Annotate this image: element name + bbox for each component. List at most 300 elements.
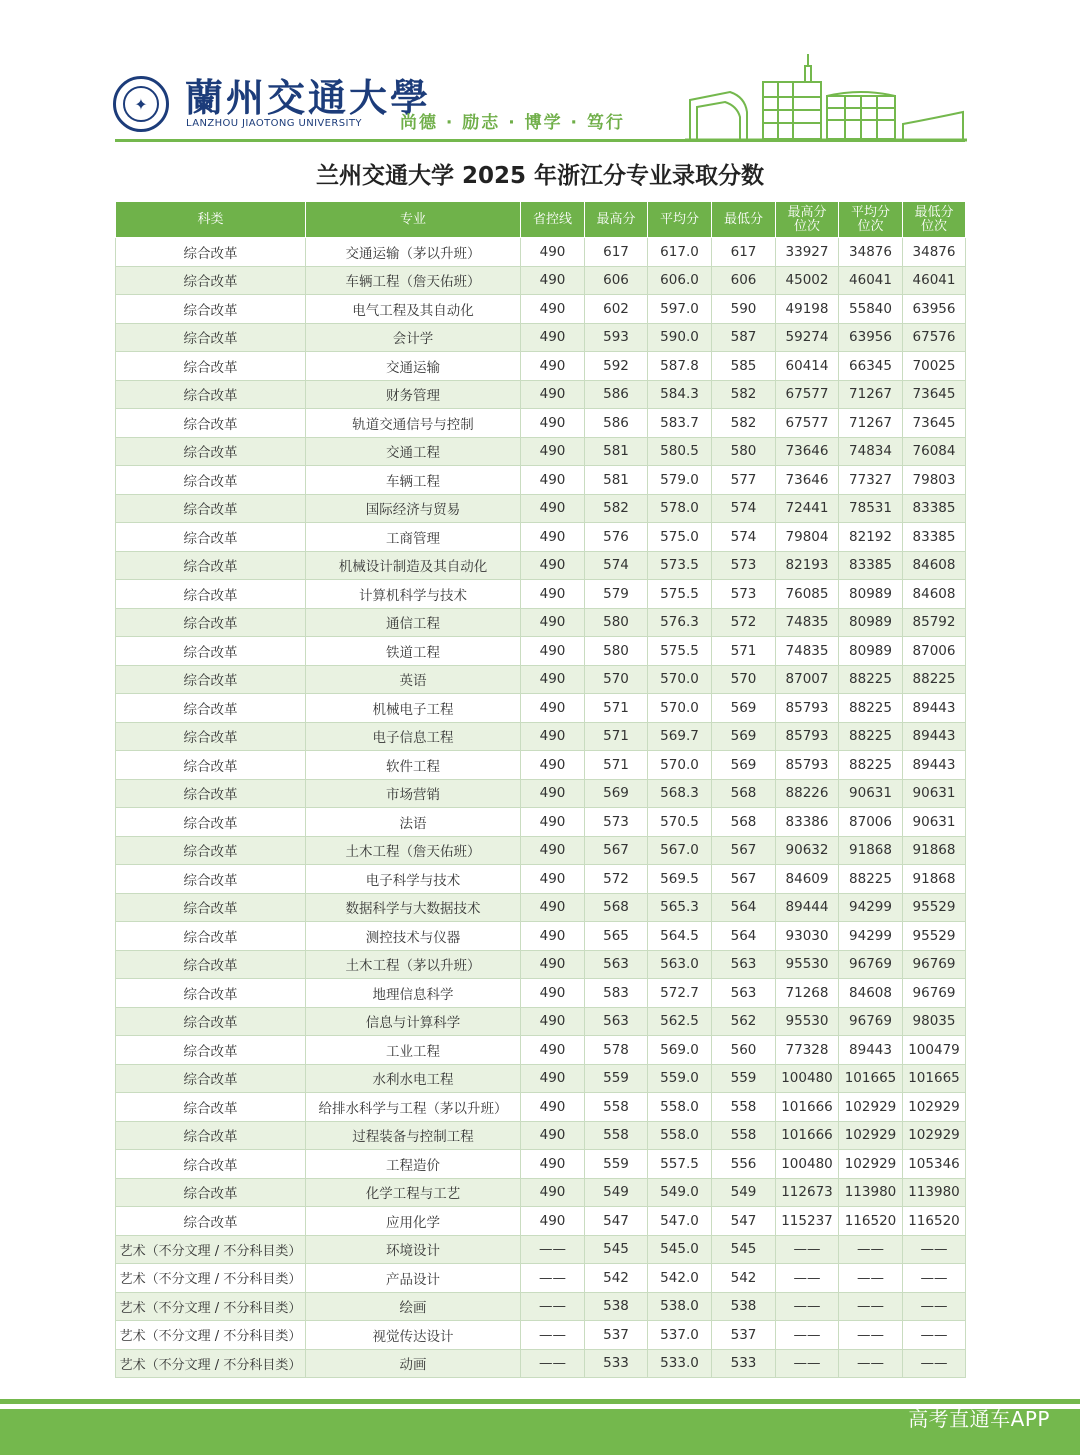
table-cell: 机械电子工程 [306,694,521,723]
table-cell: 563 [585,1007,648,1036]
table-cell: 557.5 [648,1150,712,1179]
table-cell: 综合改革 [116,637,306,666]
table-row [116,295,966,324]
table-cell: 490 [521,665,585,694]
table-cell: 绘画 [306,1292,521,1321]
table-row [116,1264,966,1293]
table-cell: 水利水电工程 [306,1064,521,1093]
table-cell: 66345 [839,352,903,381]
table-cell: 569.0 [648,1036,712,1065]
table-cell: 574 [712,523,776,552]
table-cell: 73646 [776,437,839,466]
table-cell: 59274 [776,323,839,352]
table-row [116,352,966,381]
table-cell: —— [776,1292,839,1321]
table-cell: 569 [712,751,776,780]
table-row [116,665,966,694]
table-cell: 113980 [839,1178,903,1207]
table-cell: 580 [712,437,776,466]
table-cell: 法语 [306,808,521,837]
table-cell: 101666 [776,1121,839,1150]
table-row [116,437,966,466]
university-seal-icon: ✦ [113,76,169,132]
table-cell: 542.0 [648,1264,712,1293]
table-cell: 490 [521,836,585,865]
table-row [116,950,966,979]
table-cell: 568.3 [648,779,712,808]
table-cell: 45002 [776,266,839,295]
table-cell: 88226 [776,779,839,808]
page-title: 兰州交通大学 2025 年浙江分专业录取分数 [315,163,765,189]
table-cell: —— [776,1264,839,1293]
table-cell: 艺术（不分文理 / 不分科目类） [116,1292,306,1321]
table-cell: 574 [712,494,776,523]
table-cell: 533 [712,1349,776,1378]
table-cell: —— [776,1321,839,1350]
table-cell: 综合改革 [116,865,306,894]
column-header: 最低分 [712,202,776,238]
table-cell: 102929 [839,1150,903,1179]
table-cell: 577 [712,466,776,495]
table-cell: 67577 [776,380,839,409]
table-cell: 79804 [776,523,839,552]
table-cell: 100480 [776,1064,839,1093]
table-cell: 606 [712,266,776,295]
table-cell: 市场营销 [306,779,521,808]
table-row [116,722,966,751]
table-cell: 583.7 [648,409,712,438]
table-cell: 动画 [306,1349,521,1378]
table-row [116,1150,966,1179]
table-cell: 538 [585,1292,648,1321]
table-cell: 80989 [839,637,903,666]
table-cell: 化学工程与工艺 [306,1178,521,1207]
table-cell: 545 [585,1235,648,1264]
table-cell: 77327 [839,466,903,495]
table-cell: 72441 [776,494,839,523]
table-cell: 585 [712,352,776,381]
table-cell: —— [839,1321,903,1350]
table-cell: 60414 [776,352,839,381]
table-row [116,409,966,438]
table-cell: 艺术（不分文理 / 不分科目类） [116,1321,306,1350]
table-cell: 490 [521,352,585,381]
table-cell: 会计学 [306,323,521,352]
table-cell: 592 [585,352,648,381]
table-cell: 综合改革 [116,1093,306,1122]
table-cell: 环境设计 [306,1235,521,1264]
table-body [116,238,966,1378]
table-cell: 79803 [903,466,966,495]
table-cell: 590.0 [648,323,712,352]
table-row [116,1036,966,1065]
table-cell: 78531 [839,494,903,523]
table-cell: —— [903,1292,966,1321]
table-cell: 49198 [776,295,839,324]
table-cell: 电子科学与技术 [306,865,521,894]
table-cell: 铁道工程 [306,637,521,666]
table-cell: 71267 [839,380,903,409]
table-cell: 570.5 [648,808,712,837]
table-cell: 490 [521,694,585,723]
table-cell: 综合改革 [116,1150,306,1179]
table-cell: 581 [585,466,648,495]
table-cell: 569.7 [648,722,712,751]
table-cell: 93030 [776,922,839,951]
table-cell: 575.5 [648,580,712,609]
table-cell: 490 [521,437,585,466]
table-cell: 艺术（不分文理 / 不分科目类） [116,1349,306,1378]
table-cell: 46041 [903,266,966,295]
table-cell: 573.5 [648,551,712,580]
table-cell: 567 [712,836,776,865]
table-cell: 559 [712,1064,776,1093]
table-cell: 综合改革 [116,1207,306,1236]
table-cell: 578 [585,1036,648,1065]
table-cell: 490 [521,808,585,837]
table-cell: 617 [712,238,776,267]
table-cell: 90632 [776,836,839,865]
table-cell: 综合改革 [116,1121,306,1150]
table-cell: 538.0 [648,1292,712,1321]
table-cell: 综合改革 [116,694,306,723]
table-row [116,466,966,495]
table-cell: 过程装备与控制工程 [306,1121,521,1150]
table-cell: 软件工程 [306,751,521,780]
table-cell: 587 [712,323,776,352]
table-cell: 116520 [839,1207,903,1236]
table-cell: 85793 [776,722,839,751]
table-cell: 综合改革 [116,238,306,267]
table-cell: 558.0 [648,1093,712,1122]
table-cell: 617 [585,238,648,267]
table-cell: 89443 [903,722,966,751]
table-cell: 综合改革 [116,494,306,523]
table-cell: 549 [712,1178,776,1207]
table-cell: 82193 [776,551,839,580]
table-cell: 交通运输 [306,352,521,381]
table-row [116,836,966,865]
table-row [116,1121,966,1150]
table-cell: 95530 [776,1007,839,1036]
table-cell: 71268 [776,979,839,1008]
table-cell: 547.0 [648,1207,712,1236]
table-row [116,893,966,922]
table-cell: 综合改革 [116,1178,306,1207]
table-row [116,1093,966,1122]
table-cell: —— [903,1235,966,1264]
table-cell: 91868 [839,836,903,865]
table-cell: 569.5 [648,865,712,894]
table-cell: 机械设计制造及其自动化 [306,551,521,580]
table-row [116,494,966,523]
table-cell: 交通工程 [306,437,521,466]
table-cell: 85792 [903,608,966,637]
table-cell: —— [839,1292,903,1321]
table-cell: 490 [521,580,585,609]
table-cell: 67576 [903,323,966,352]
table-row [116,1007,966,1036]
table-cell: 490 [521,238,585,267]
table-cell: 558 [712,1121,776,1150]
column-header: 科类 [116,202,306,238]
table-cell: 电气工程及其自动化 [306,295,521,324]
table-cell: 77328 [776,1036,839,1065]
table-cell: 102929 [903,1093,966,1122]
table-cell: —— [521,1321,585,1350]
table-cell: 艺术（不分文理 / 不分科目类） [116,1264,306,1293]
table-cell: 579.0 [648,466,712,495]
table-cell: 101665 [839,1064,903,1093]
university-name-en: LANZHOU JIAOTONG UNIVERSITY [186,118,362,129]
table-cell: 570 [585,665,648,694]
table-cell: 115237 [776,1207,839,1236]
table-cell: 89443 [903,751,966,780]
table-cell: 83386 [776,808,839,837]
table-cell: 576.3 [648,608,712,637]
table-cell: 通信工程 [306,608,521,637]
table-cell: 568 [712,779,776,808]
table-cell: 应用化学 [306,1207,521,1236]
table-cell: 490 [521,409,585,438]
table-cell: 33927 [776,238,839,267]
table-cell: 567 [712,865,776,894]
table-cell: 112673 [776,1178,839,1207]
table-cell: 563 [585,950,648,979]
table-cell: 70025 [903,352,966,381]
table-cell: 交通运输（茅以升班） [306,238,521,267]
column-header: 最低分 位次 [903,202,966,238]
motto: 尚德 · 励志 · 博学 · 笃行 [400,113,625,133]
table-cell: 545.0 [648,1235,712,1264]
table-row [116,808,966,837]
table-cell: —— [521,1235,585,1264]
table-cell: 88225 [903,665,966,694]
table-cell: 490 [521,1093,585,1122]
table-cell: 英语 [306,665,521,694]
table-row [116,865,966,894]
table-cell: 547 [585,1207,648,1236]
table-cell: 572.7 [648,979,712,1008]
table-cell: 84609 [776,865,839,894]
table-cell: 85793 [776,751,839,780]
table-cell: 94299 [839,893,903,922]
table-cell: 570.0 [648,694,712,723]
table-cell: 573 [712,580,776,609]
table-cell: 569 [585,779,648,808]
table-cell: 综合改革 [116,437,306,466]
table-row [116,1064,966,1093]
table-cell: 490 [521,523,585,552]
table-cell: 559 [585,1064,648,1093]
table-cell: 综合改革 [116,1064,306,1093]
table-cell: 574 [585,551,648,580]
table-cell: 74835 [776,637,839,666]
table-cell: 490 [521,1007,585,1036]
table-cell: 490 [521,1207,585,1236]
table-cell: 综合改革 [116,665,306,694]
table-cell: 100480 [776,1150,839,1179]
table-cell: 95530 [776,950,839,979]
table-cell: 90631 [903,808,966,837]
table-cell: 542 [712,1264,776,1293]
table-cell: 综合改革 [116,836,306,865]
table-cell: 车辆工程（詹天佑班） [306,266,521,295]
table-cell: 综合改革 [116,893,306,922]
table-cell: 490 [521,1150,585,1179]
table-cell: 490 [521,1064,585,1093]
table-cell: 73646 [776,466,839,495]
table-cell: 车辆工程 [306,466,521,495]
campus-skyline-icon [685,52,967,142]
table-cell: 63956 [903,295,966,324]
table-cell: 96769 [903,979,966,1008]
table-cell: 102929 [839,1093,903,1122]
table-row [116,608,966,637]
table-cell: 90631 [903,779,966,808]
table-cell: 67577 [776,409,839,438]
table-cell: 559 [585,1150,648,1179]
table-cell: 490 [521,608,585,637]
table-cell: 490 [521,722,585,751]
table-cell: 给排水科学与工程（茅以升班） [306,1093,521,1122]
table-cell: 571 [712,637,776,666]
table-cell: 556 [712,1150,776,1179]
table-cell: 土木工程（茅以升班） [306,950,521,979]
table-cell: 数据科学与大数据技术 [306,893,521,922]
table-cell: 558 [585,1121,648,1150]
table-cell: 606 [585,266,648,295]
table-row [116,1235,966,1264]
table-cell: 综合改革 [116,722,306,751]
table-cell: 567.0 [648,836,712,865]
table-cell: —— [521,1292,585,1321]
table-cell: 593 [585,323,648,352]
table-row [116,580,966,609]
table-cell: 综合改革 [116,1036,306,1065]
table-cell: 94299 [839,922,903,951]
table-cell: —— [776,1349,839,1378]
page-header [0,0,1080,150]
table-cell: 101665 [903,1064,966,1093]
column-header: 最高分 [585,202,648,238]
column-header: 专业 [306,202,521,238]
table-cell: 490 [521,266,585,295]
table-cell: 490 [521,1036,585,1065]
table-cell: 547 [712,1207,776,1236]
table-cell: 490 [521,323,585,352]
university-name: 蘭州交通大學 [185,75,432,120]
table-cell: 584.3 [648,380,712,409]
table-cell: 96769 [839,1007,903,1036]
table-cell: —— [903,1264,966,1293]
table-cell: 综合改革 [116,323,306,352]
table-cell: 综合改革 [116,466,306,495]
table-row [116,323,966,352]
table-cell: 综合改革 [116,295,306,324]
table-cell: 84608 [839,979,903,1008]
table-cell: 电子信息工程 [306,722,521,751]
table-cell: 562.5 [648,1007,712,1036]
table-row [116,1178,966,1207]
table-cell: 34876 [839,238,903,267]
table-cell: 计算机科学与技术 [306,580,521,609]
table-row [116,637,966,666]
table-cell: 617.0 [648,238,712,267]
table-cell: 578.0 [648,494,712,523]
table-cell: 490 [521,893,585,922]
table-cell: 490 [521,380,585,409]
table-cell: 570 [712,665,776,694]
table-cell: 572 [712,608,776,637]
table-cell: 537 [712,1321,776,1350]
table-cell: 艺术（不分文理 / 不分科目类） [116,1235,306,1264]
table-cell: 89443 [903,694,966,723]
table-cell: 视觉传达设计 [306,1321,521,1350]
table-cell: 586 [585,380,648,409]
column-header: 省控线 [521,202,585,238]
table-cell: —— [839,1349,903,1378]
table-cell: 606.0 [648,266,712,295]
table-cell: 综合改革 [116,409,306,438]
table-cell: 490 [521,950,585,979]
table-cell: 89444 [776,893,839,922]
table-cell: 98035 [903,1007,966,1036]
table-cell: 568 [585,893,648,922]
table-cell: 测控技术与仪器 [306,922,521,951]
table-cell: —— [521,1349,585,1378]
table-cell: 549 [585,1178,648,1207]
table-cell: 综合改革 [116,751,306,780]
table-cell: 564 [712,922,776,951]
table-cell: 490 [521,865,585,894]
table-cell: 565.3 [648,893,712,922]
table-cell: 95529 [903,893,966,922]
table-cell: 55840 [839,295,903,324]
table-cell: 568 [712,808,776,837]
table-cell: 572 [585,865,648,894]
table-cell: 559.0 [648,1064,712,1093]
table-cell: 564 [712,893,776,922]
table-row [116,523,966,552]
table-cell: 综合改革 [116,779,306,808]
table-cell: 580 [585,637,648,666]
table-cell: 综合改革 [116,608,306,637]
table-cell: 567 [585,836,648,865]
table-row [116,1207,966,1236]
table-cell: 545 [712,1235,776,1264]
table-cell: 工业工程 [306,1036,521,1065]
table-cell: 财务管理 [306,380,521,409]
table-cell: —— [776,1235,839,1264]
table-cell: 95529 [903,922,966,951]
admission-scores-table [115,201,966,1378]
table-row [116,1321,966,1350]
table-row [116,922,966,951]
table-cell: 558 [585,1093,648,1122]
table-cell: 563 [712,979,776,1008]
table-cell: 88225 [839,865,903,894]
table-row [116,779,966,808]
table-cell: 88225 [839,751,903,780]
table-cell: 91868 [903,865,966,894]
table-row [116,751,966,780]
table-cell: 87007 [776,665,839,694]
table-cell: 63956 [839,323,903,352]
table-cell: 560 [712,1036,776,1065]
table-cell: 571 [585,694,648,723]
table-row [116,1349,966,1378]
